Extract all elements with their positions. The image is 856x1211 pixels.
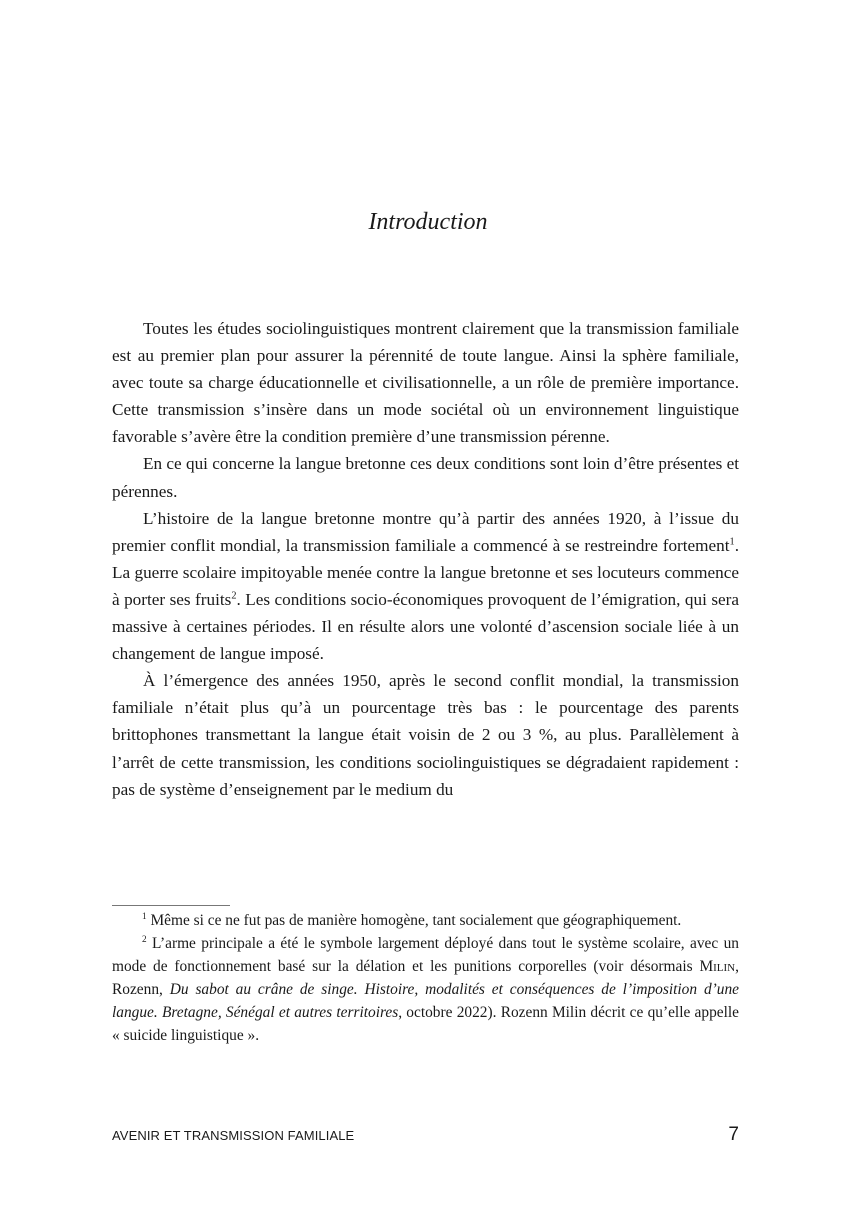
- footnote-number: 2: [142, 933, 147, 944]
- footnote-1: [112, 909, 739, 932]
- chapter-title: Introduction: [368, 209, 488, 235]
- paragraph-text: . Les conditions socio-économiques provoquent de l’émigration, qui sera massive à certaines périodes. Il en résulte alors une volonté d’ascension sociale liée à un changement de langue imposé.: [112, 589, 739, 664]
- paragraph: [112, 505, 739, 668]
- footnote-text: L’arme principale a été le symbole largement déployé dans tout le système scolaire, avec un mode de fonctionnement basé sur la délation et les punitions corporelles (voir désormais: [112, 935, 739, 975]
- footnote-2: [112, 932, 739, 1047]
- paragraph: Toutes les études sociolinguistiques montrent clairement que la transmission familiale est au premier plan pour assurer la pérennité de toute langue. Ainsi la sphère familiale, avec toute sa charge éducationnelle et civilisationnelle, a un rôle de première importance. Cette transmission s’insère dans un mode sociétal où un environnement linguistique favorable s’avère être la condition première d’une transmission pérenne.: [112, 319, 739, 447]
- footnote-ref-1[interactable]: 1: [729, 536, 735, 548]
- paragraph-text: L’histoire de la langue bretonne montre qu’à partir des années 1920, à l’issue du premier conflit mondial, la transmission familiale a commencé à se restreindre fortement: [112, 508, 739, 555]
- footnote-separator: [112, 905, 230, 906]
- paragraph-text: . La guerre scolaire impitoyable menée contre la langue bretonne et ses locuteurs commence à porter ses fruits: [112, 535, 739, 609]
- footnote-text: , Rozenn,: [112, 958, 739, 998]
- footnote-text: , octobre 2022). Rozenn Milin décrit ce qu’elle appelle « suicide linguistique ».: [112, 1004, 739, 1044]
- body-text: [112, 315, 739, 803]
- footnote-text: Même si ce ne fut pas de manière homogène, tant socialement que géographiquement.: [146, 912, 682, 929]
- paragraph: En ce qui concerne la langue bretonne ces deux conditions sont loin d’être présentes et pérennes.: [112, 454, 739, 501]
- footnotes: [112, 909, 739, 1047]
- running-footer: AVENIR ET TRANSMISSION FAMILIALE: [112, 1128, 355, 1143]
- page-number: 7: [728, 1124, 739, 1145]
- footnote-ref-2[interactable]: 2: [231, 590, 237, 602]
- footnote-book-title: Du sabot au crâne de singe. Histoire, modalités et conséquences de l’imposition d’une langue. Bretagne, Sénégal et autres territoires: [112, 981, 739, 1021]
- footnote-author: Milin: [699, 958, 736, 975]
- paragraph: À l’émergence des années 1950, après le second conflit mondial, la transmission familiale n’était plus qu’à un pourcentage très bas : le pourcentage des parents brittophones transmettant la langue était voisin de 2 ou 3 %, au plus. Parallèlement à l’arrêt de cette transmission, les conditions sociolinguistiques se dégradaient rapidement : pas de système d’enseignement par le medium du: [112, 671, 739, 799]
- footnote-number: 1: [142, 910, 147, 921]
